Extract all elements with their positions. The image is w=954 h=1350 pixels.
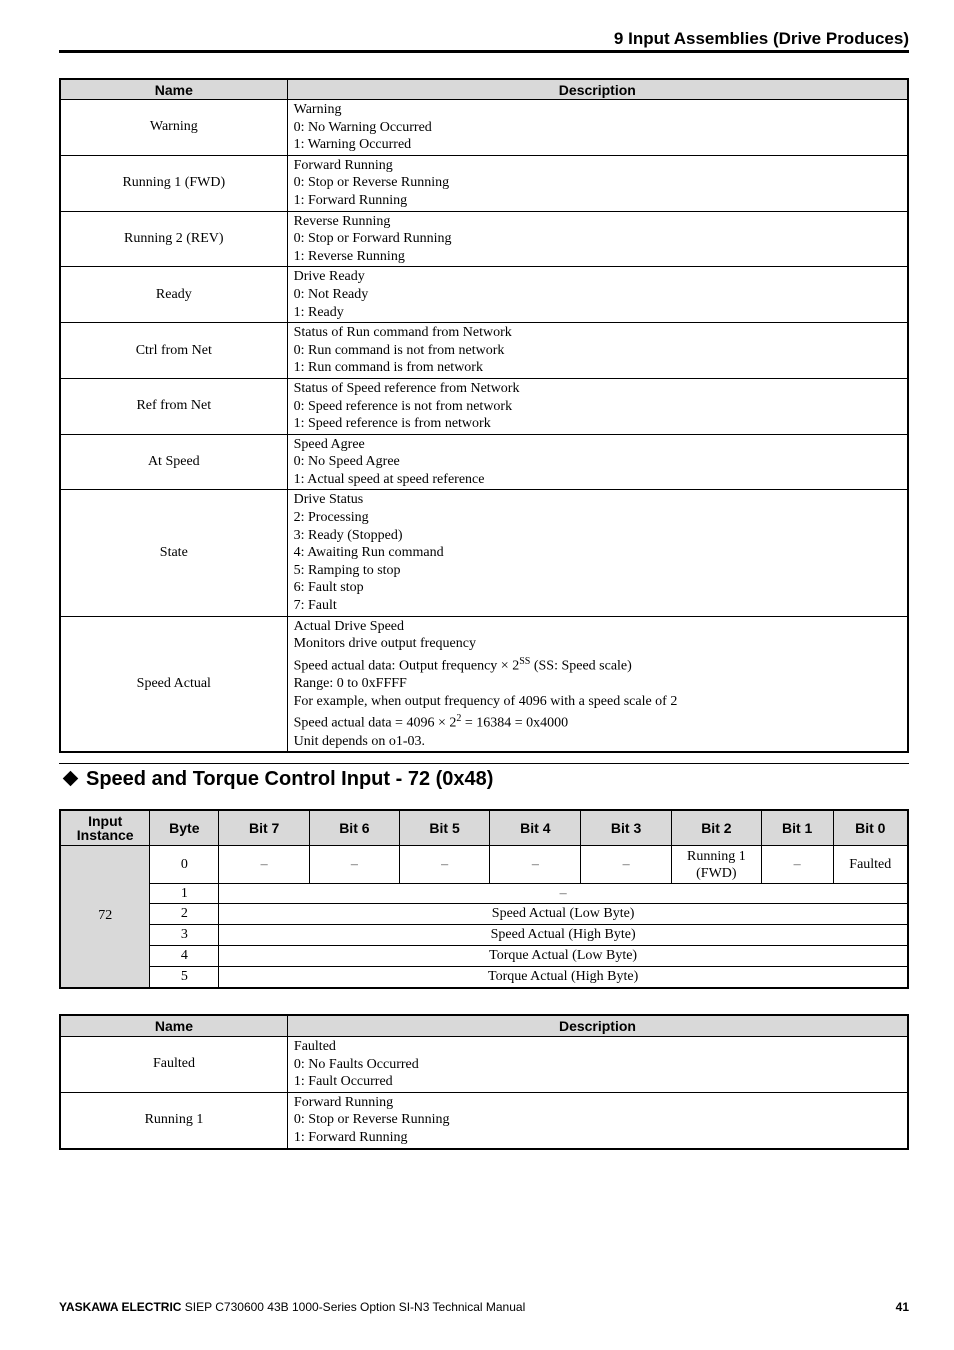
column-header-byte: Byte [150,810,219,846]
row-description [287,616,908,752]
column-header-bit7: Bit 7 [219,810,310,846]
description-line: Forward Running [293,1094,394,1110]
table-row [60,434,908,490]
table-row [60,1092,908,1148]
table-header-row [60,1015,908,1037]
footer-brand: YASKAWA ELECTRIC [59,1300,182,1314]
table-row [60,378,908,434]
table-row [60,946,908,967]
column-header-bit3: Bit 3 [581,810,672,846]
description-line: 4: Awaiting Run command [293,545,444,561]
byte-value-cell: Torque Actual (High Byte) [219,967,908,988]
description-line: Status of Run command from Network [293,325,512,341]
bit-description-table [59,1014,909,1150]
row-description [287,490,908,616]
table-header-row [60,810,908,846]
description-line: Reverse Running [293,213,391,229]
row-name: Running 1 (FWD) [60,155,287,211]
column-header-bit0: Bit 0 [833,810,908,846]
table-row [60,925,908,946]
row-name: Running 2 (REV) [60,211,287,267]
row-description [287,211,908,267]
byte-value-cell: Speed Actual (High Byte) [219,925,908,946]
table-row [60,967,908,988]
row-name: Running 1 [60,1092,287,1148]
byte-cell: 0 [150,846,219,884]
description-line: 1: Ready [293,304,344,320]
table-row [60,904,908,925]
description-line: Range: 0 to 0xFFFF [293,676,407,692]
bit-cell: – [310,846,400,884]
description-line: Faulted [293,1039,336,1054]
page-footer [59,1299,909,1315]
description-line: 1: Forward Running [293,1129,408,1145]
speed-calc-line [294,710,901,732]
description-line: 0: Stop or Reverse Running [293,1112,450,1128]
table-row [60,267,908,323]
description-line: 3: Ready (Stopped) [293,527,403,543]
description-line: 5: Ramping to stop [293,562,401,578]
row-description [287,1092,908,1148]
table-row [60,616,908,752]
description-line: 0: No Faults Occurred [293,1056,419,1072]
bit-cell: – [399,846,490,884]
table-row [60,211,908,267]
bit-cell: – [581,846,672,884]
description-line: 0: Stop or Reverse Running [293,175,450,191]
table-row [60,1037,908,1093]
description-line: 1: Speed reference is from network [293,416,491,432]
description-line: 1: Fault Occurred [293,1074,393,1090]
column-header-input-instance: Input Instance [60,810,150,846]
bit-cell: Running 1 (FWD) [671,846,761,884]
description-line: 1: Reverse Running [293,248,405,264]
table-row [60,490,908,616]
row-description [287,100,908,156]
row-description [287,267,908,323]
description-line: 7: Fault [293,598,337,614]
formula-text: Speed actual data: Output frequency × 2 [293,658,520,674]
row-description [287,155,908,211]
description-line: 1: Forward Running [293,192,408,208]
description-line: 0: Run command is not from network [293,342,505,358]
formula-superscript: SS [519,655,531,667]
description-line: Drive Ready [293,269,365,285]
column-header-bit6: Bit 6 [310,810,400,846]
description-line: 0: Stop or Forward Running [293,231,452,247]
column-header-description: Description [287,79,908,100]
row-description [287,1037,908,1093]
column-header-bit5: Bit 5 [399,810,490,846]
row-name: At Speed [60,434,287,490]
page-number: 41 [895,1300,909,1314]
description-line: 6: Fault stop [293,580,364,596]
description-line: 0: No Speed Agree [293,454,400,470]
byte-cell: 3 [150,925,219,946]
byte-cell: 5 [150,967,219,988]
byte-value-cell: Speed Actual (Low Byte) [219,904,908,925]
table-header-row [60,79,908,100]
table-row [60,100,908,156]
byte-value-cell: – [219,884,908,904]
row-name: Ctrl from Net [60,323,287,379]
row-name: Warning [60,100,287,156]
description-line: 1: Run command is from network [293,360,483,376]
table-row [60,155,908,211]
byte-cell: 2 [150,904,219,925]
description-line: For example, when output frequency of 4096 with a speed scale of 2 [293,693,678,709]
description-line: 0: Speed reference is not from network [293,398,513,414]
column-header-name: Name [60,1015,287,1037]
page-header [59,28,909,53]
row-name: Ref from Net [60,378,287,434]
byte-value-cell: Torque Actual (Low Byte) [219,946,908,967]
calc-text: = 16384 = 0x4000 [461,715,569,731]
status-bits-table [59,78,909,753]
row-name: Faulted [60,1037,287,1093]
bit-cell: – [761,846,833,884]
input-instance-cell: 72 [60,846,150,988]
row-description [287,323,908,379]
header-title: 9 Input Assemblies (Drive Produces) [613,29,909,48]
description-line: Forward Running [293,157,393,173]
description-line: Unit depends on o1-03. [293,733,426,749]
description-line: 0: Not Ready [293,286,369,302]
table-row [60,846,908,884]
column-header-bit2: Bit 2 [671,810,761,846]
row-description [287,378,908,434]
assembly-bit-table [59,809,909,989]
footer-document-title: SIEP C730600 43B 1000-Series Option SI-N3 Technical Manual [181,1300,526,1314]
diamond-bullet-icon [63,771,79,787]
row-name: State [60,490,287,616]
description-line: Warning [293,102,342,117]
formula-text: (SS: Speed scale) [530,658,632,674]
table-row [60,323,908,379]
column-header-bit1: Bit 1 [761,810,833,846]
byte-cell: 1 [150,884,219,904]
section-title: Speed and Torque Control Input - 72 (0x48) [86,768,494,790]
description-line: 2: Processing [293,510,369,526]
description-line: Status of Speed reference from Network [293,380,520,396]
description-line: Actual Drive Speed [293,618,405,634]
speed-formula-line [294,653,901,675]
description-line: 0: No Warning Occurred [293,119,432,135]
row-name: Speed Actual [60,616,287,752]
row-name: Ready [60,267,287,323]
table-row [60,884,908,904]
row-description [287,434,908,490]
section-heading [59,763,909,790]
bit-cell: – [219,846,310,884]
description-line: 1: Warning Occurred [293,137,412,153]
description-line: Monitors drive output frequency [293,636,476,652]
column-header-name: Name [60,79,287,100]
bit-cell: Faulted [833,846,908,884]
description-line: 1: Actual speed at speed reference [293,471,485,487]
calc-superscript: 2 [456,713,462,725]
description-line: Speed Agree [293,436,365,452]
column-header-description: Description [287,1015,908,1037]
calc-text: Speed actual data = 4096 × 2 [293,715,457,731]
byte-cell: 4 [150,946,219,967]
description-line: Drive Status [293,492,364,508]
column-header-bit4: Bit 4 [490,810,581,846]
bit-cell: – [490,846,581,884]
